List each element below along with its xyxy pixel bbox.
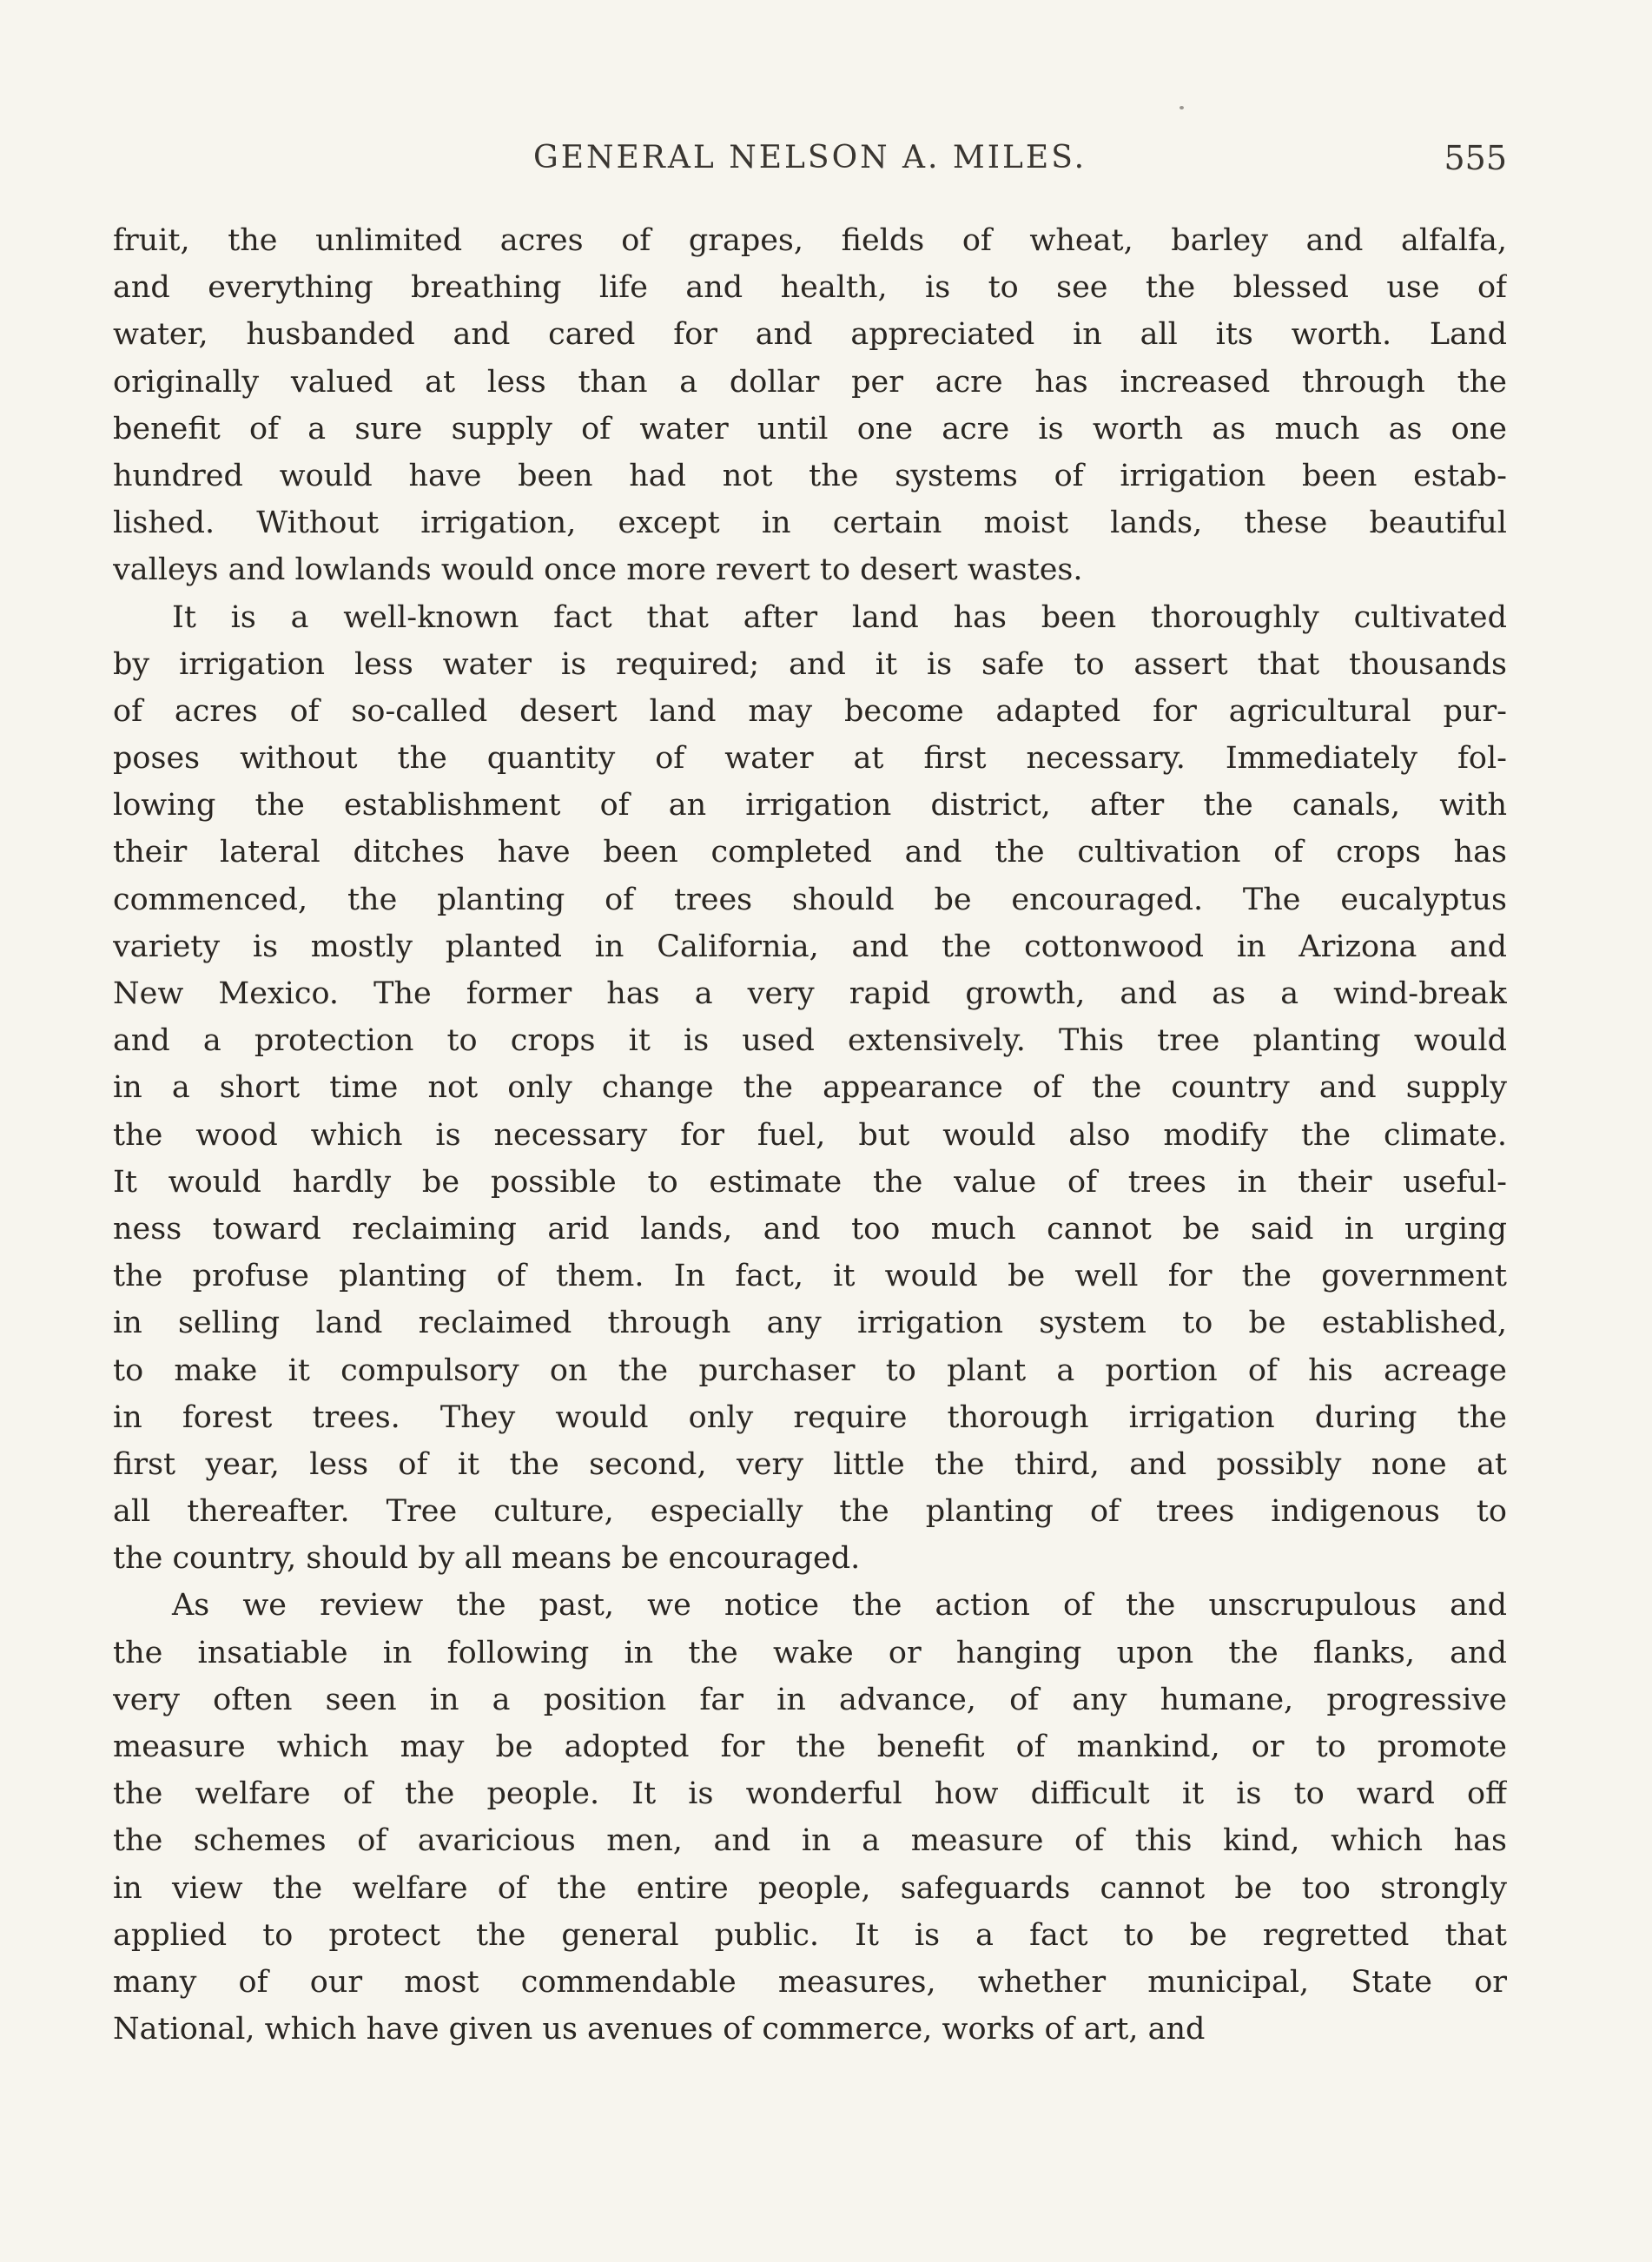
- text-line: lowing the establishment of an irrigation district, after the canals, with: [113, 788, 1507, 823]
- text-line: by irrigation less water is required; and it is safe to assert that thousands: [113, 646, 1507, 682]
- text-line: and everything breathing life and health, is to see the blessed use of: [113, 270, 1507, 306]
- text-line: in forest trees. They would only require thorough irrigation during the: [113, 1399, 1507, 1435]
- text-line: measure which may be adopted for the benefit of mankind, or to promote: [113, 1730, 1507, 1764]
- running-header: [113, 132, 1507, 184]
- text-line: in a short time not only change the appearance of the country and supply: [113, 1070, 1507, 1106]
- text-line: all thereafter. Tree culture, especially the planting of trees indigenous to: [113, 1494, 1507, 1530]
- paragraph: [113, 594, 1507, 1583]
- text-line: ness toward reclaiming arid lands, and too much cannot be said in urging: [113, 1211, 1507, 1247]
- body-text: [113, 217, 1507, 2053]
- text-line: originally valued at less than a dollar per acre has increased through the: [113, 364, 1507, 400]
- paragraph: [113, 217, 1507, 594]
- text-line: first year, less of it the second, very little the third, and possibly none at: [113, 1446, 1507, 1482]
- text-line: poses without the quantity of water at first necessary. Immediately fol-: [113, 741, 1507, 777]
- text-line: the country, should by all means be encouraged.: [113, 1541, 861, 1577]
- text-line: New Mexico. The former has a very rapid growth, and as a wind-break: [113, 976, 1507, 1011]
- text-line: the schemes of avaricious men, and in a measure of this kind, which has: [113, 1823, 1507, 1859]
- text-line: the profuse planting of them. In fact, it would be well for the government: [113, 1259, 1507, 1294]
- text-line: many of our most commendable measures, whether municipal, State or: [113, 1964, 1507, 2000]
- text-line: commenced, the planting of trees should be encouraged. The eucalyptus: [113, 882, 1507, 917]
- text-line: applied to protect the general public. It is a fact to be regretted that: [113, 1917, 1507, 1953]
- text-line: very often seen in a position far in advance, of any humane, progressive: [113, 1682, 1507, 1717]
- text-line: their lateral ditches have been completed and the cultivation of crops has: [113, 835, 1507, 870]
- text-line: and a protection to crops it is used extensively. This tree planting would: [113, 1023, 1507, 1059]
- text-line: of acres of so-called desert land may become adapted for agricultural pur-: [113, 693, 1507, 729]
- page-number: 555: [1444, 139, 1507, 177]
- text-line: variety is mostly planted in California, and the cottonwood in Arizona and: [113, 929, 1507, 964]
- text-line: It would hardly be possible to estimate the value of trees in their useful-: [113, 1164, 1507, 1200]
- paragraph: [113, 1582, 1507, 2053]
- text-line: the wood which is necessary for fuel, but would also modify the climate.: [113, 1117, 1507, 1153]
- text-line: benefit of a sure supply of water until one acre is worth as much as one: [113, 411, 1507, 446]
- text-line: water, husbanded and cared for and appreciated in all its worth. Land: [113, 317, 1507, 353]
- text-line: in view the welfare of the entire people, safeguards cannot be too strongly: [113, 1870, 1507, 1906]
- text-line: hundred would have been had not the systems of irrigation been estab-: [113, 458, 1507, 493]
- text-line: the welfare of the people. It is wonderful how difficult it is to ward off: [113, 1776, 1507, 1812]
- text-line: It is a well-known fact that after land has been thoroughly cultivated: [172, 599, 1507, 635]
- text-line: lished. Without irrigation, except in certain moist lands, these beautiful: [113, 506, 1507, 541]
- text-line: valleys and lowlands would once more revert to desert wastes.: [113, 552, 1083, 588]
- text-line: National, which have given us avenues of commerce, works of art, and: [113, 2012, 1206, 2047]
- text-line: the insatiable in following in the wake or hanging upon the flanks, and: [113, 1635, 1507, 1670]
- text-line: to make it compulsory on the purchaser to plant a portion of his acreage: [113, 1353, 1507, 1388]
- print-speck: [1180, 106, 1184, 109]
- running-title: GENERAL NELSON A. MILES.: [532, 140, 1087, 175]
- text-line: in selling land reclaimed through any irrigation system to be established,: [113, 1306, 1507, 1341]
- text-line: As we review the past, we notice the action of the unscrupulous and: [172, 1588, 1507, 1624]
- text-line: fruit, the unlimited acres of grapes, fields of wheat, barley and alfalfa,: [113, 223, 1507, 258]
